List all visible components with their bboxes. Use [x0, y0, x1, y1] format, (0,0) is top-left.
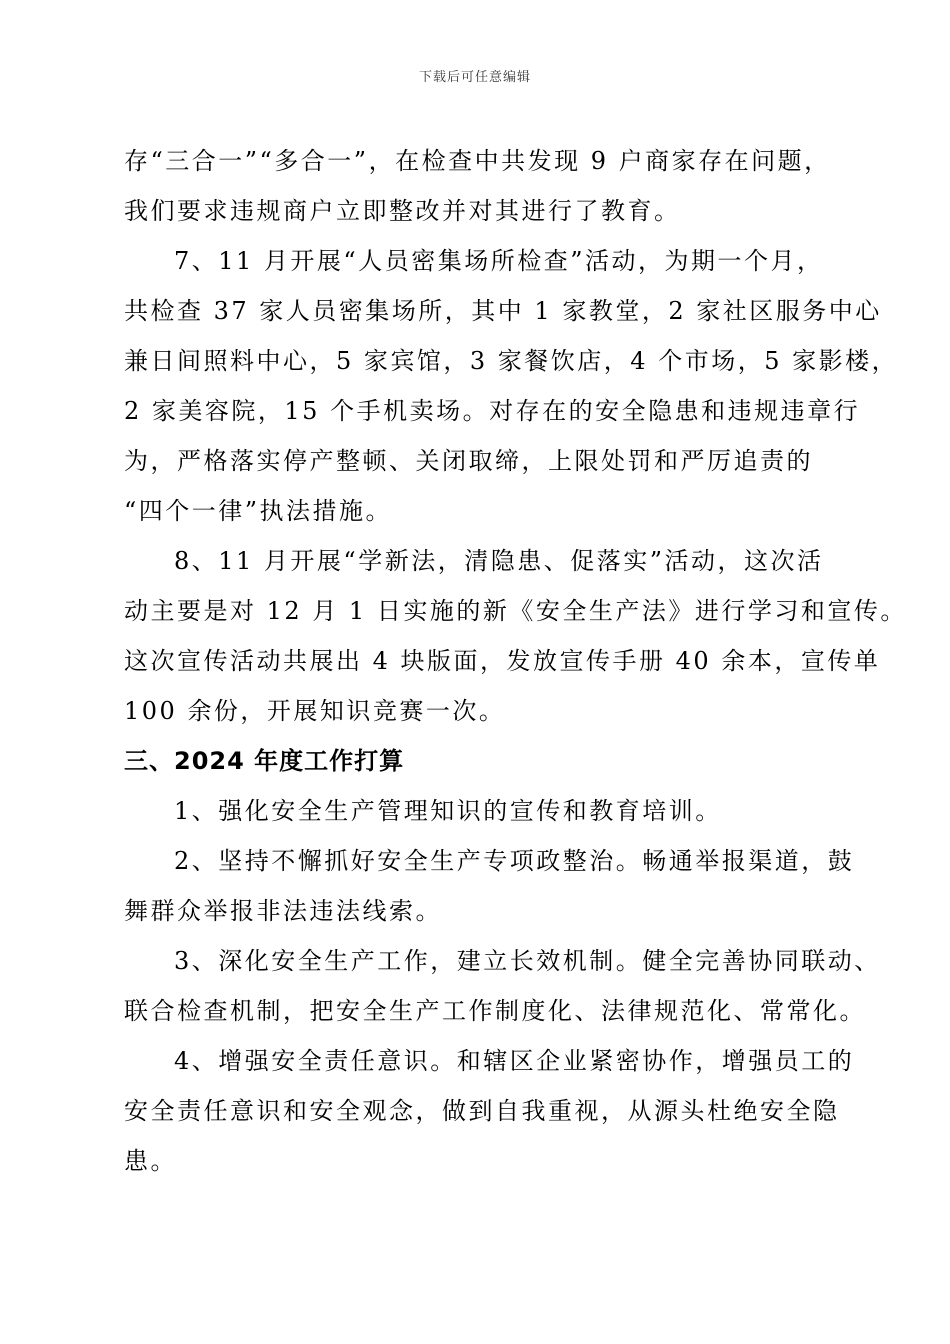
- text-line: 患。: [124, 1147, 177, 1175]
- text-line: 兼日间照料中心，5 家宾馆，3 家餐饮店，4 个市场，5 家影楼，: [124, 347, 899, 375]
- text-line: 1、强化安全生产管理知识的宣传和教育培训。: [174, 797, 722, 825]
- document-body: [124, 142, 907, 1192]
- text-line: 为，严格落实停产整顿、关闭取缔，上限处罚和严厉追责的: [124, 447, 813, 475]
- text-line: 7、11 月开展“人员密集场所检查”活动，为期一个月，: [174, 247, 824, 275]
- text-line: 4、增强安全责任意识。和辖区企业紧密协作，增强员工的: [174, 1047, 855, 1075]
- text-line: 这次宣传活动共展出 4 块版面，发放宣传手册 40 余本，宣传单: [124, 647, 881, 675]
- text-line: 100 余份，开展知识竞赛一次。: [124, 697, 506, 725]
- page-header-note: 下载后可任意编辑: [418, 70, 531, 85]
- text-line: 我们要求违规商户立即整改并对其进行了教育。: [124, 197, 681, 225]
- text-line: 2、坚持不懈抓好安全生产专项政整治。畅通举报渠道，鼓: [174, 847, 855, 875]
- text-line: “四个一律”执法措施。: [124, 497, 393, 525]
- text-line: 共检查 37 家人员密集场所，其中 1 家教堂，2 家社区服务中心: [124, 297, 882, 325]
- text-line: 存“三合一”“多合一”，在检查中共发现 9 户商家存在问题，: [124, 147, 831, 175]
- text-line: 安全责任意识和安全观念，做到自我重视，从源头杜绝安全隐: [124, 1097, 840, 1125]
- text-line: 3、深化安全生产工作，建立长效机制。健全完善协同联动、: [174, 947, 881, 975]
- text-line: 联合检查机制，把安全生产工作制度化、法律规范化、常常化。: [124, 997, 866, 1025]
- text-line: 2 家美容院，15 个手机卖场。对存在的安全隐患和违规违章行: [124, 397, 861, 425]
- section-heading: 三、2024 年度工作打算: [124, 747, 405, 775]
- text-line: 动主要是对 12 月 1 日实施的新《安全生产法》进行学习和宣传。: [124, 597, 907, 625]
- text-line: 8、11 月开展“学新法，清隐患、促落实”活动，这次活: [174, 547, 824, 575]
- text-line: 舞群众举报非法违法线索。: [124, 897, 442, 925]
